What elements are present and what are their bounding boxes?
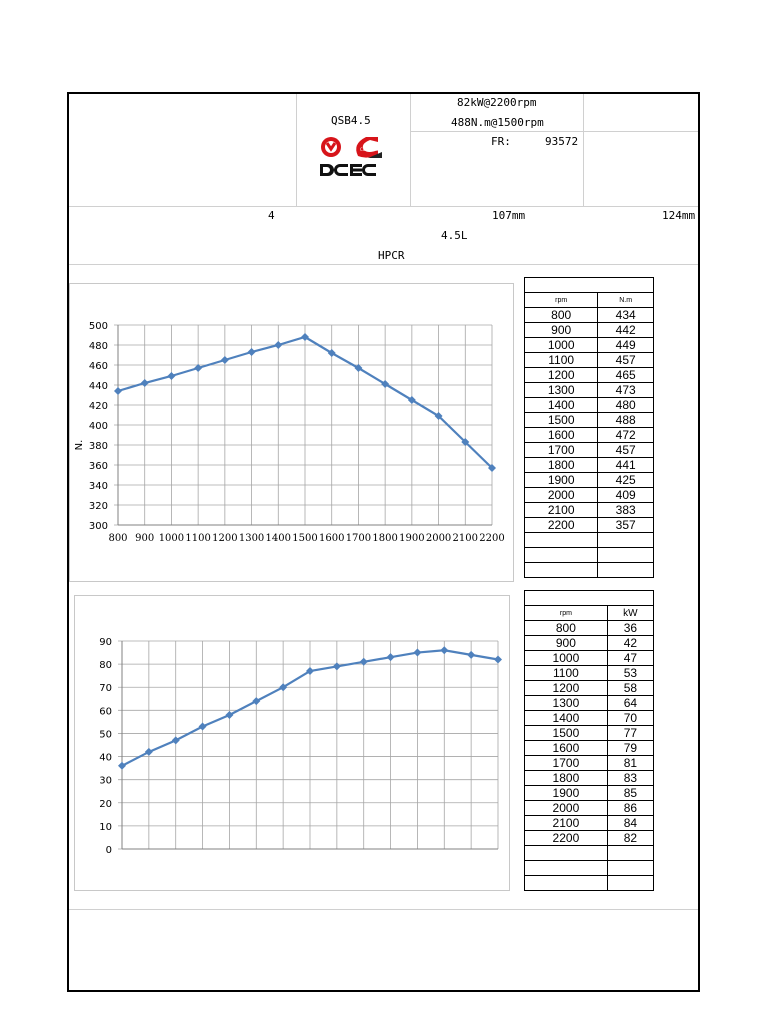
data-point [494, 655, 502, 663]
data-point [141, 379, 149, 387]
blank-cell [525, 861, 608, 876]
power-table-rpm-cell: 1400 [525, 711, 608, 726]
torque-table-rpm-cell: 1600 [525, 428, 598, 443]
power-col-rpm: rpm [525, 606, 608, 621]
power-table-value-cell: 79 [607, 741, 653, 756]
x-tick-label: 1400 [265, 533, 292, 544]
power-table-value-cell: 86 [607, 801, 653, 816]
data-point [221, 356, 229, 364]
x-tick-label: 1500 [292, 533, 318, 544]
torque-table-blank-row [525, 563, 654, 578]
power-table-rpm-cell: 2200 [525, 831, 608, 846]
power-table-value-cell: 77 [607, 726, 653, 741]
displacement: 4.5L [441, 229, 468, 242]
data-point [145, 748, 153, 756]
x-tick-label: 900 [135, 533, 155, 544]
blank-cell [525, 548, 598, 563]
data-point [114, 387, 122, 395]
torque-table-row [525, 428, 654, 443]
torque-table-title-row [525, 278, 654, 293]
power-table-blank-row [525, 876, 654, 891]
torque-table-value-cell: 488 [598, 413, 654, 428]
x-tick-label: 1200 [212, 533, 238, 544]
x-tick-label: 2000 [425, 533, 452, 544]
header-row-divider [410, 131, 698, 132]
torque-table-row [525, 353, 654, 368]
y-tick-label: 420 [88, 401, 108, 412]
power-table-rpm-cell: 1000 [525, 651, 608, 666]
power-table-row [525, 651, 654, 666]
power-table-value-cell: 81 [607, 756, 653, 771]
header-bottom-line [69, 206, 698, 207]
power-table-rpm-cell: 1600 [525, 741, 608, 756]
torque-table-value-cell: 442 [598, 323, 654, 338]
y-tick-label: 320 [88, 501, 108, 512]
torque-table-rpm-cell: 1500 [525, 413, 598, 428]
data-point [274, 341, 282, 349]
data-point [252, 697, 260, 705]
power-table-rpm-cell: 1700 [525, 756, 608, 771]
power-table-row [525, 666, 654, 681]
power-table-title-row [525, 591, 654, 606]
power-table-value-cell: 82 [607, 831, 653, 846]
power-table-row [525, 816, 654, 831]
y-tick-label: 360 [88, 461, 108, 472]
x-tick-label: 2200 [479, 533, 505, 544]
blank-cell [607, 876, 653, 891]
blank-cell [525, 876, 608, 891]
power-table-rpm-cell: 1800 [525, 771, 608, 786]
torque-table-value-cell: 480 [598, 398, 654, 413]
x-tick-label: 1000 [158, 533, 185, 544]
data-point [248, 348, 256, 356]
y-axis-label: N. [74, 439, 85, 451]
header-divider-1 [296, 94, 297, 206]
power-table-value-cell: 58 [607, 681, 653, 696]
y-tick-label: 20 [99, 798, 112, 810]
torque-table-row [525, 503, 654, 518]
blank-cell [525, 563, 598, 578]
power-table-row [525, 711, 654, 726]
torque-table-row [525, 518, 654, 533]
power-table-rpm-cell: 1300 [525, 696, 608, 711]
power-table-blank-row [525, 861, 654, 876]
specs-bottom-line [69, 264, 698, 265]
y-tick-label: 500 [88, 321, 108, 332]
power-table-row [525, 801, 654, 816]
rated-power: 82kW@2200rpm [457, 96, 537, 109]
power-table-row [525, 726, 654, 741]
y-tick-label: 10 [99, 821, 112, 833]
dcec-logo-icon [318, 134, 386, 180]
power-table-rpm-cell: 800 [525, 621, 608, 636]
torque-table-row [525, 338, 654, 353]
data-point [440, 646, 448, 654]
torque-table-rpm-cell: 2000 [525, 488, 598, 503]
torque-table-rpm-cell: 2100 [525, 503, 598, 518]
blank-cell [525, 846, 608, 861]
x-tick-label: 1700 [345, 533, 372, 544]
torque-table-value-cell: 383 [598, 503, 654, 518]
torque-table-row [525, 368, 654, 383]
torque-table-row [525, 413, 654, 428]
data-point [467, 651, 475, 659]
header-divider-2 [410, 94, 411, 206]
dcec-logo [318, 134, 386, 180]
torque-table-rpm-cell: 1400 [525, 398, 598, 413]
power-table-row [525, 831, 654, 846]
power-table-row [525, 756, 654, 771]
power-table-row [525, 771, 654, 786]
torque-table-value-cell: 449 [598, 338, 654, 353]
x-tick-label: 1300 [238, 533, 265, 544]
data-point [172, 736, 180, 744]
power-table-value-cell: 84 [607, 816, 653, 831]
y-tick-label: 440 [88, 381, 108, 392]
power-table-value-cell: 36 [607, 621, 653, 636]
blank-cell [598, 533, 654, 548]
torque-table-value-cell: 465 [598, 368, 654, 383]
y-tick-label: 50 [99, 729, 112, 741]
power-table-rpm-cell: 1500 [525, 726, 608, 741]
data-point [118, 762, 126, 770]
cylinders: 4 [268, 209, 275, 222]
torque-table-row [525, 473, 654, 488]
power-table-value-cell: 53 [607, 666, 653, 681]
torque-table-blank-row [525, 533, 654, 548]
torque-chart [70, 284, 513, 581]
torque-chart-box [69, 283, 514, 582]
torque-table-rpm-cell: 1100 [525, 353, 598, 368]
torque-table-rpm-cell: 2200 [525, 518, 598, 533]
x-tick-label: 800 [108, 533, 128, 544]
torque-table-value-cell: 473 [598, 383, 654, 398]
y-tick-label: 460 [88, 361, 108, 372]
blank-cell [607, 846, 653, 861]
torque-col-value: N.m [598, 293, 654, 308]
max-torque: 488N.m@1500rpm [451, 116, 544, 129]
torque-table-rpm-cell: 800 [525, 308, 598, 323]
engine-model: QSB4.5 [331, 114, 371, 127]
blank-cell [598, 563, 654, 578]
torque-table-blank-row [525, 548, 654, 563]
y-tick-label: 60 [99, 706, 112, 718]
power-table-value-cell: 47 [607, 651, 653, 666]
data-point [387, 653, 395, 661]
data-point [333, 662, 341, 670]
torque-table-rpm-cell: 900 [525, 323, 598, 338]
torque-table-row [525, 458, 654, 473]
torque-table-rpm-cell: 1300 [525, 383, 598, 398]
power-table [524, 590, 654, 891]
fuel-system: HPCR [378, 249, 405, 262]
power-table-row [525, 741, 654, 756]
power-table-value-cell: 64 [607, 696, 653, 711]
data-point [167, 372, 175, 380]
torque-table-row [525, 488, 654, 503]
torque-table [524, 277, 654, 578]
stroke: 124mm [662, 209, 696, 222]
torque-table-rpm-cell: 1000 [525, 338, 598, 353]
torque-table-rpm-cell: 1700 [525, 443, 598, 458]
torque-table-row [525, 383, 654, 398]
brand-mark-text: Cummins [360, 147, 379, 152]
y-tick-label: 400 [88, 421, 108, 432]
torque-table-value-cell: 425 [598, 473, 654, 488]
blank-cell [598, 548, 654, 563]
y-tick-label: 380 [88, 441, 108, 452]
torque-col-rpm: rpm [525, 293, 598, 308]
data-point [413, 649, 421, 657]
torque-table-row [525, 443, 654, 458]
data-point [199, 723, 207, 731]
torque-table-row [525, 308, 654, 323]
torque-table-value-cell: 434 [598, 308, 654, 323]
power-chart-box [74, 595, 510, 891]
torque-table-rpm-cell: 1800 [525, 458, 598, 473]
data-point [360, 658, 368, 666]
power-table-row [525, 636, 654, 651]
y-tick-label: 80 [99, 660, 112, 672]
torque-table-value-cell: 409 [598, 488, 654, 503]
power-table-rpm-cell: 900 [525, 636, 608, 651]
charts-bottom-line [69, 909, 698, 910]
power-table-value-cell: 42 [607, 636, 653, 651]
power-table-value-cell: 70 [607, 711, 653, 726]
power-table-rpm-cell: 2100 [525, 816, 608, 831]
power-table-row [525, 681, 654, 696]
power-table-rpm-cell: 1100 [525, 666, 608, 681]
x-tick-label: 1900 [399, 533, 425, 544]
power-chart [75, 596, 509, 890]
x-tick-label: 2100 [452, 533, 479, 544]
y-tick-label: 40 [99, 752, 112, 764]
y-tick-label: 0 [105, 845, 112, 856]
torque-table-rpm-cell: 1900 [525, 473, 598, 488]
power-table-blank-row [525, 846, 654, 861]
power-table-rpm-cell: 2000 [525, 801, 608, 816]
power-col-value: kW [607, 606, 653, 621]
fr-value: 93572 [545, 135, 579, 148]
bore: 107mm [492, 209, 526, 222]
header-divider-3 [583, 94, 584, 206]
power-table-rpm-cell: 1200 [525, 681, 608, 696]
torque-table-value-cell: 457 [598, 353, 654, 368]
torque-table-value-cell: 472 [598, 428, 654, 443]
y-tick-label: 70 [99, 683, 112, 695]
blank-cell [525, 533, 598, 548]
x-tick-label: 1800 [372, 533, 398, 544]
data-point [225, 711, 233, 719]
power-table-value-cell: 83 [607, 771, 653, 786]
torque-table-value-cell: 457 [598, 443, 654, 458]
y-tick-label: 300 [88, 521, 108, 532]
y-tick-label: 340 [88, 481, 108, 492]
y-tick-label: 480 [88, 341, 108, 352]
x-tick-label: 1100 [185, 533, 211, 544]
power-table-rpm-cell: 1900 [525, 786, 608, 801]
torque-table-row [525, 323, 654, 338]
power-table-row [525, 696, 654, 711]
power-table-value-cell: 85 [607, 786, 653, 801]
fr-label: FR: [491, 135, 511, 148]
y-tick-label: 30 [99, 775, 112, 787]
torque-table-value-cell: 357 [598, 518, 654, 533]
x-tick-label: 1600 [318, 533, 345, 544]
y-tick-label: 90 [99, 637, 112, 648]
torque-table-row [525, 398, 654, 413]
torque-table-value-cell: 441 [598, 458, 654, 473]
power-table-row [525, 786, 654, 801]
blank-cell [607, 861, 653, 876]
torque-table-rpm-cell: 1200 [525, 368, 598, 383]
power-table-row [525, 621, 654, 636]
